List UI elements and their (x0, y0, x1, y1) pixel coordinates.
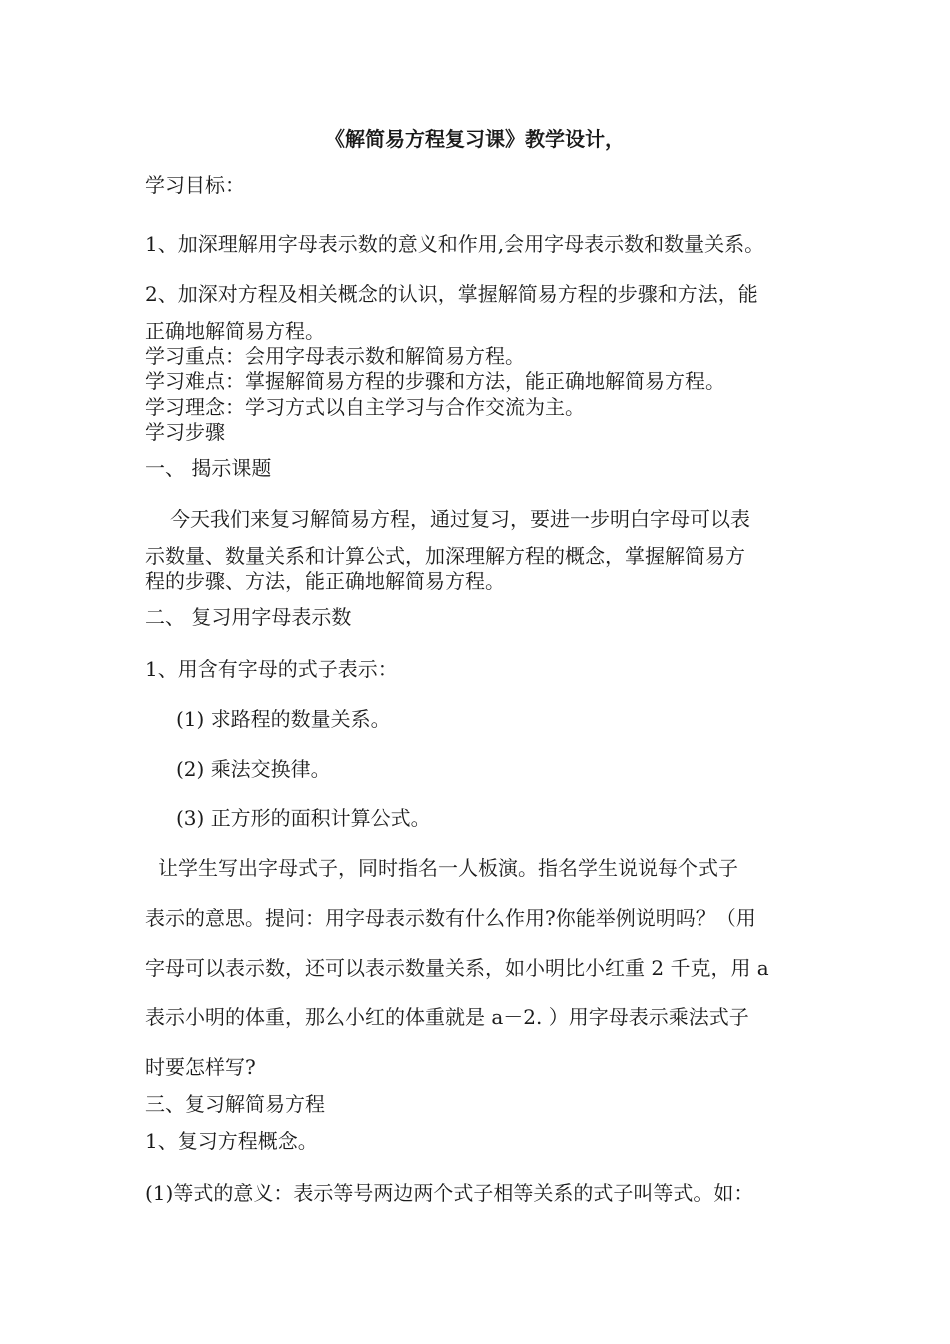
difficult-point: 学习难点：掌握解简易方程的步骤和方法，能正确地解简易方程。 (145, 369, 725, 393)
paragraph-discussion: 让学生写出字母式子，同时指名一人板演。指名学生说说每个式子 (158, 856, 738, 880)
paragraph-discussion-line-5: 时要怎样写? (145, 1055, 256, 1079)
section-heading-goals: 学习目标： (145, 173, 245, 197)
exercise-item-1: (1) 求路程的数量关系。 (176, 707, 391, 731)
paragraph-intro-line-2: 示数量、数量关系和计算公式，加深理解方程的概念，掌握解简易方 (145, 544, 745, 568)
document-title: 《解简易方程复习课》教学设计， (325, 127, 625, 151)
step-heading-3: 三、复习解简易方程 (145, 1092, 325, 1116)
section-heading-steps: 学习步骤 (145, 420, 225, 444)
key-point: 学习重点：会用字母表示数和解简易方程。 (145, 344, 525, 368)
exercise-item-2: (2) 乘法交换律。 (176, 757, 331, 781)
paragraph-discussion-line-4: 表示小明的体重，那么小红的体重就是 a－2. ）用字母表示乘法式子 (145, 1005, 749, 1029)
goal-item-2: 2、加深对方程及相关概念的认识，掌握解简易方程的步骤和方法，能 (145, 282, 758, 306)
review-heading: 1、复习方程概念。 (145, 1129, 318, 1153)
paragraph-intro-line-3: 程的步骤、方法，能正确地解简易方程。 (145, 569, 505, 593)
exercise-item-3: (3) 正方形的面积计算公式。 (176, 806, 431, 830)
goal-item-1: 1、加深理解用字母表示数的意义和作用,会用字母表示数和数量关系。 (145, 232, 765, 256)
paragraph-discussion-line-2: 表示的意思。提问：用字母表示数有什么作用?你能举例说明吗？（用 (145, 906, 756, 930)
review-item-1: (1)等式的意义：表示等号两边两个式子相等关系的式子叫等式。如： (145, 1181, 754, 1205)
step-heading-1: 一、 揭示课题 (145, 456, 272, 480)
goal-item-2-cont: 正确地解简易方程。 (145, 319, 325, 343)
exercise-heading: 1、用含有字母的式子表示： (145, 657, 398, 681)
paragraph-discussion-line-3: 字母可以表示数，还可以表示数量关系，如小明比小红重 2 千克，用 a (145, 956, 769, 980)
step-heading-2: 二、 复习用字母表示数 (145, 605, 352, 629)
paragraph-intro: 今天我们来复习解简易方程，通过复习，要进一步明白字母可以表 (170, 507, 750, 531)
learning-concept: 学习理念：学习方式以自主学习与合作交流为主。 (145, 395, 585, 419)
